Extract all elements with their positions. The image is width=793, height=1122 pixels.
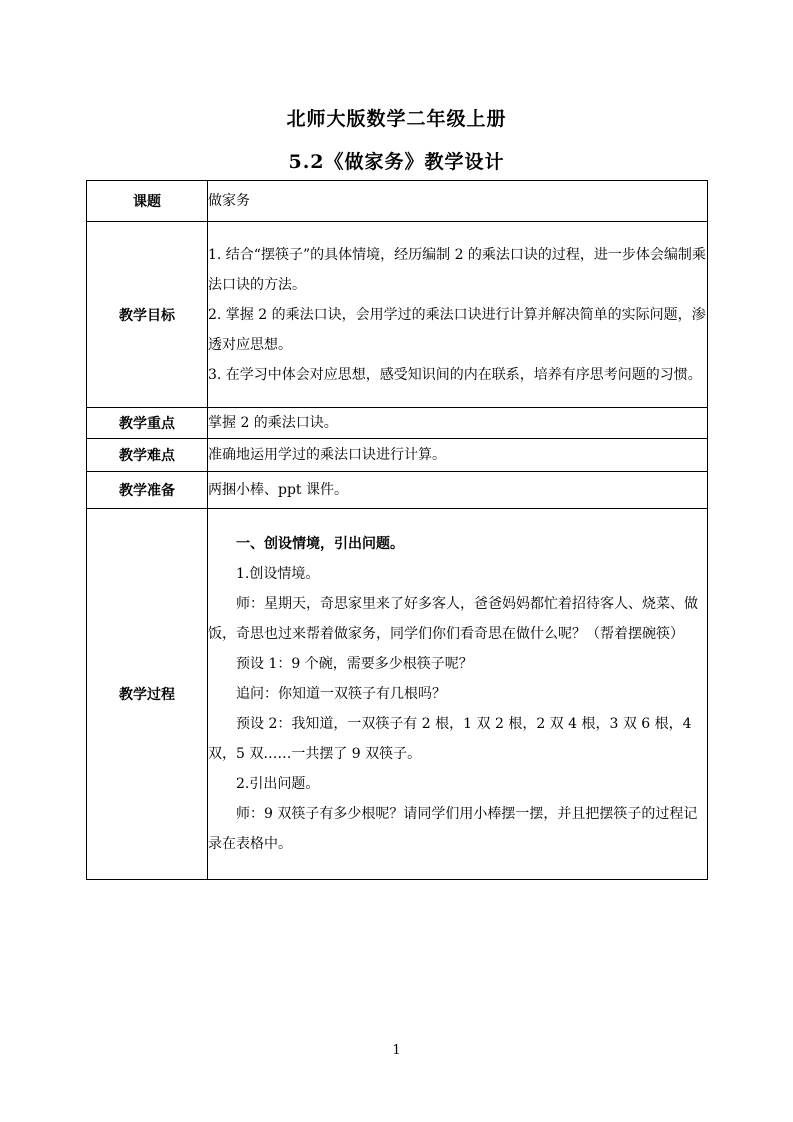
table-row-key-points <box>87 408 708 439</box>
process-content <box>208 509 708 880</box>
key-points-label: 教学重点 <box>87 408 208 439</box>
table-row-preparation <box>87 472 708 509</box>
process-label: 教学过程 <box>87 509 208 880</box>
process-section-heading: 一、创设情境，引出问题。 <box>236 536 404 552</box>
difficulties-label: 教学难点 <box>87 439 208 472</box>
key-points-value: 掌握 2 的乘法口诀。 <box>208 408 708 439</box>
topic-value: 做家务 <box>208 181 708 222</box>
document-title: 北师大版数学二年级上册 <box>286 108 507 130</box>
document-subtitle: 5.2《做家务》教学设计 <box>288 151 505 173</box>
goal-item: 1. 结合“摆筷子”的具体情境，经历编制 2 的乘法口诀的过程，进一步体会编制乘法口诀的方法。 <box>208 246 706 293</box>
process-paragraph: 预设 1：9 个碗，需要多少根筷子呢？ <box>236 656 473 672</box>
goal-item: 2. 掌握 2 的乘法口诀，会用学过的乘法口诀进行计算并解决简单的实际问题，渗透对应思想。 <box>208 306 706 353</box>
goal-item: 3. 在学习中体会对应思想，感受知识间的内在联系，培养有序思考问题的习惯。 <box>208 366 702 383</box>
difficulties-value: 准确地运用学过的乘法口诀进行计算。 <box>208 439 708 472</box>
process-paragraph: 师：9 双筷子有多少根呢？请同学们用小棒摆一摆，并且把摆筷子的过程记录在表格中。 <box>208 806 698 852</box>
goals-label: 教学目标 <box>87 222 208 408</box>
process-paragraph: 追问：你知道一双筷子有几根吗？ <box>236 686 446 702</box>
page-number: 1 <box>392 1043 401 1058</box>
topic-label: 课题 <box>87 181 208 222</box>
table-row-process <box>87 509 708 880</box>
process-step-heading: 1.创设情境。 <box>236 566 320 582</box>
goals-content <box>208 222 708 408</box>
table-row-topic <box>87 181 708 222</box>
process-step-heading: 2.引出问题。 <box>236 776 320 792</box>
process-paragraph: 师：星期天，奇思家里来了好多客人，爸爸妈妈都忙着招待客人、烧菜、做饭，奇思也过来帮着做家务，同学们你们看奇思在做什么呢？（帮着摆碗筷） <box>208 596 698 642</box>
preparation-value: 两捆小棒、ppt 课件。 <box>208 472 708 509</box>
lesson-plan-table <box>86 180 708 880</box>
table-row-difficulties <box>87 439 708 472</box>
table-row-goals <box>87 222 708 408</box>
preparation-label: 教学准备 <box>87 472 208 509</box>
process-paragraph: 预设 2：我知道，一双筷子有 2 根，1 双 2 根，2 双 4 根，3 双 6 根，4 双，5 双……一共摆了 9 双筷子。 <box>208 716 692 762</box>
